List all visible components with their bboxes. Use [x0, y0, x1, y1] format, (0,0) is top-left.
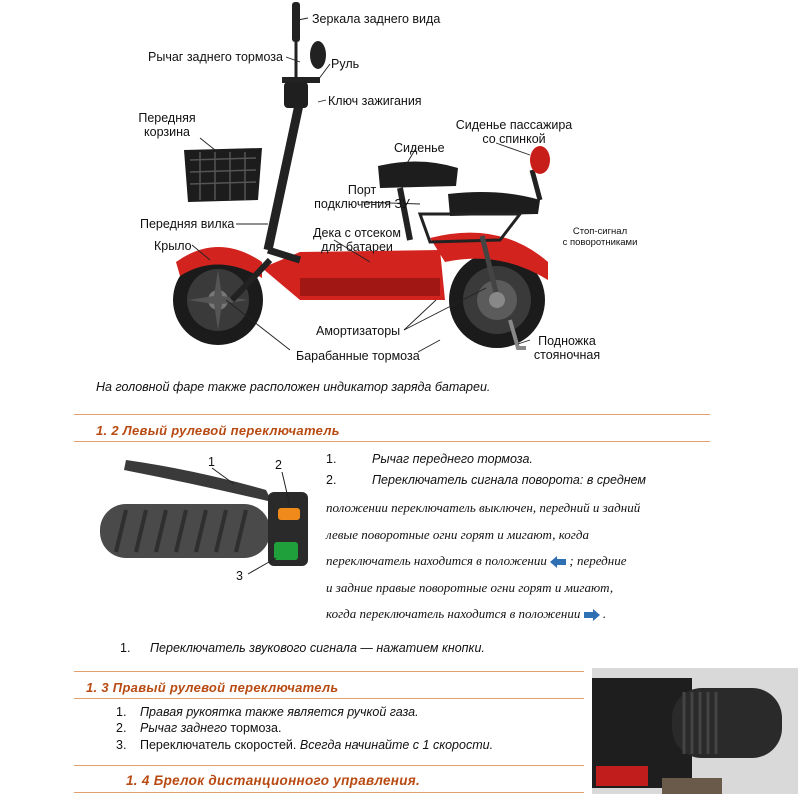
- label-stop-signal: Стоп-сигнал с поворотниками: [562, 226, 638, 248]
- s13-item-3-text: Переключатель скоростей. Всегда начинайте с 1 скорости.: [140, 738, 494, 752]
- label-charge-port: Порт подключения ЗУ: [314, 183, 410, 211]
- section-1-4-rule-top: [74, 765, 584, 766]
- section-rule-top: [74, 414, 710, 415]
- item-1-text: Рычаг переднего тормоза.: [372, 452, 533, 466]
- horn-item-num: 1.: [120, 641, 131, 655]
- horn-item-text: Переключатель звукового сигнала — нажатием кнопки.: [150, 641, 485, 655]
- label-front-basket: Передняя корзина: [138, 111, 196, 139]
- turn-signal-switch: [278, 508, 300, 520]
- right-arrow-icon: [584, 609, 600, 621]
- left-switch-illustration: [96, 450, 318, 590]
- section-1-4-title: 1. 4 Брелок дистанционного управления.: [126, 773, 421, 788]
- section-1-3-rule-top: [74, 671, 584, 672]
- horn-button: [274, 542, 298, 560]
- paragraph-line-4: и задние правые поворотные огни горят и мигают,: [326, 580, 614, 595]
- label-front-fork: Передняя вилка: [140, 217, 235, 231]
- label-rear-brake-lever: Рычаг заднего тормоза: [148, 50, 283, 64]
- paragraph-line-5: когда переключатель находится в положении .: [326, 606, 607, 621]
- section-rule-bottom: [74, 441, 710, 442]
- callout-3: 3: [236, 569, 243, 583]
- section-1-3-rule-bottom: [74, 698, 584, 699]
- label-ignition-key: Ключ зажигания: [328, 94, 422, 108]
- item-1-num: 1.: [326, 452, 337, 466]
- label-mirrors: Зеркала заднего вида: [312, 12, 441, 26]
- left-arrow-icon: [550, 556, 566, 568]
- label-kickstand: Подножка стояночная: [533, 334, 601, 362]
- item-2-text: Переключатель сигнала поворота: в среднем: [372, 473, 646, 487]
- paragraph-line-1: положении переключатель выключен, передний и задний: [326, 500, 641, 515]
- label-handlebar: Руль: [331, 57, 360, 71]
- s13-item-1-text: Правая рукоятка также является ручкой газа.: [140, 705, 419, 719]
- s13-item-2-text: Рычаг заднего тормоза.: [140, 721, 282, 735]
- paragraph-line-3: переключатель находится в положении ; передние: [326, 553, 627, 568]
- label-seat: Сиденье: [394, 141, 445, 155]
- section-1-2-title: 1. 2 Левый рулевой переключатель: [96, 423, 340, 438]
- paragraph-line-2: левые поворотные огни горят и мигают, когда: [326, 527, 589, 542]
- s13-item-1-num: 1.: [116, 705, 127, 719]
- label-deck: Дека с отсеком для батареи: [313, 226, 401, 254]
- s13-item-3-num: 3.: [116, 738, 127, 752]
- caption-battery-indicator: На головной фаре также расположен индикатор заряда батареи.: [96, 380, 491, 394]
- label-passenger-seat: Сиденье пассажира со спинкой: [455, 118, 573, 146]
- section-1-3-title: 1. 3 Правый рулевой переключатель: [86, 680, 339, 695]
- label-drum-brakes: Барабанные тормоза: [296, 349, 420, 363]
- item-2-num: 2.: [326, 473, 337, 487]
- label-fender: Крыло: [154, 239, 192, 253]
- right-grip-photo: [592, 668, 798, 794]
- section-1-4-rule-bottom: [74, 792, 584, 793]
- callout-2: 2: [275, 458, 282, 472]
- callout-1: 1: [208, 455, 215, 469]
- label-shocks: Амортизаторы: [316, 324, 401, 338]
- s13-item-2-num: 2.: [116, 721, 127, 735]
